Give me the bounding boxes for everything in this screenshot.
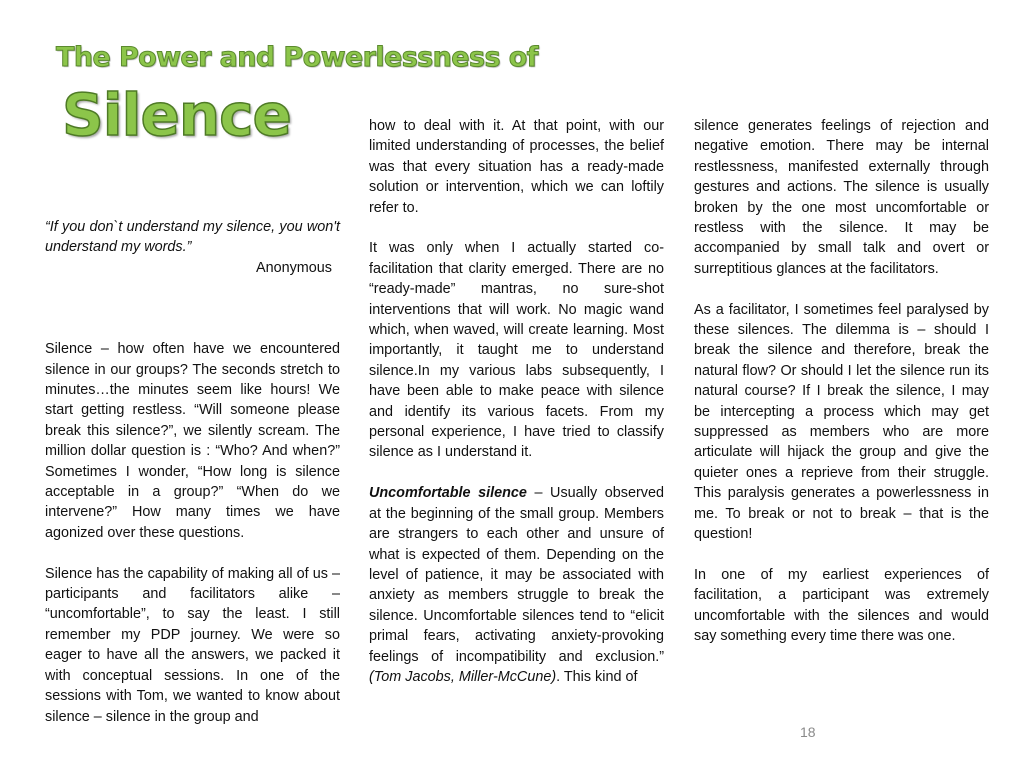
title-line-1: The Power and Powerlessness of [56, 42, 538, 73]
paragraph: how to deal with it. At that point, with our limited understanding of processes, the belief was that every situation has a ready-made solution or intervention, which we can loftily refer to. [369, 118, 664, 216]
paragraph-body: – Usually observed at the beginning of the small group. Members are strangers to each other and unsure of what is expected of them. Depending on the level of patience, it may be associated with anxiety as members struggle to break the silence. Uncomfortable silences tend to “elicit primal fears, activating anxiety-provoking feelings of incompatibility and exclusion.” [369, 485, 665, 665]
citation: (Tom Jacobs, Miller-McCune) [369, 668, 557, 685]
paragraph: In one of my earliest experiences of facilitation, a participant was extremely uncomfortable with the silences and would say something every time there was one. [694, 566, 989, 645]
epigraph-quote: “If you don`t understand my silence, you won't understand my words.” [45, 219, 340, 256]
epigraph-attribution: Anonymous [256, 259, 332, 276]
page-number: 18 [800, 724, 816, 740]
paragraph: Silence has the capability of making all of us – participants and facilitators alike – “uncomfortable”, to say the least. I still remember my PDP journey. We were so eager to have all the answers, we packed it with conceptual sessions. In one of the sessions with Tom, we wanted to know about silence – silence in the group and [45, 565, 340, 725]
paragraph-uncomfortable-silence [369, 483, 664, 687]
column-3 [694, 116, 989, 667]
paragraph: As a facilitator, I sometimes feel paralysed by these silences. The dilemma is – should I break the silence and therefore, break the natural flow? Or should I let the silence run its natural course? If I break the silence, I may be intercepting a process which may get suppressed as members who are more articulate will hijack the group and give the quieter ones a reprieve from their struggle. This paralysis generates a powerlessness in me. To break or not to break – that is the question! [694, 301, 989, 543]
column-2 [369, 116, 664, 708]
paragraph: It was only when I actually started co-facilitation that clarity emerged. There are no “ready-made” mantras, no sure-shot interventions that will work. No magic wand which, when waved, will create learning. Most importantly, it taught me to understand silence.In my various labs subsequently, I have been able to make peace with silence and identify its various facets. From my personal experience, I have tried to classify silence as I understand it. [369, 240, 664, 461]
column-1 [45, 217, 340, 747]
paragraph: Silence – how often have we encountered silence in our groups? The seconds stretch to minutes…the minutes seem like hours! We start getting restless. “Will someone please break this silence?”, we silently scream. The million dollar question is : “Who? And when?” Sometimes I wonder, “How long is silence acceptable in a group?” “When do we intervene?” How many times we have agonized over these questions. [45, 341, 340, 541]
section-heading: Uncomfortable silence [369, 485, 527, 502]
page-title: Silence [62, 81, 291, 149]
paragraph: silence generates feelings of rejection and negative emotion. There may be internal restlessness, manifested externally through gestures and actions. The silence is usually broken by the one most uncomfortable or restless with the silence. It may be accompanied by small talk and overt or surreptitious glances at the facilitators. [694, 118, 989, 277]
paragraph-tail: . This kind of [556, 668, 638, 685]
